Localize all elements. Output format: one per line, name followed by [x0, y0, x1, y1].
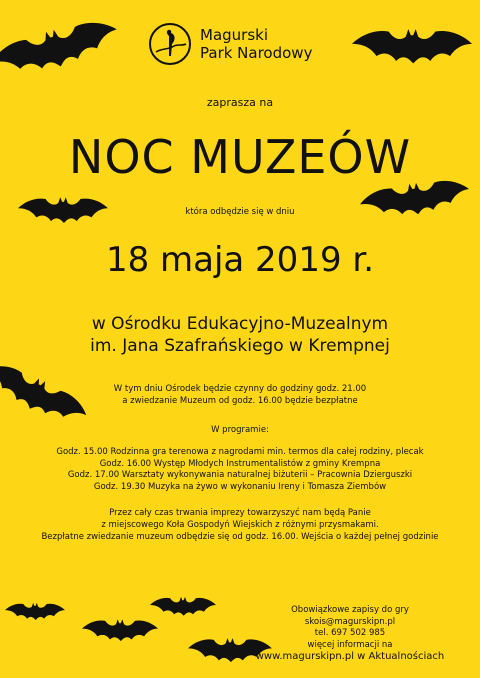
- program-item: Godz. 19.30 Muzyka na żywo w wykonaniu Ireny i Tomasza Ziembów: [93, 481, 387, 492]
- footer-email-link[interactable]: skois@magurskipn.pl: [304, 616, 396, 627]
- park-logo: [148, 20, 348, 76]
- bat-icon: [150, 590, 216, 624]
- event-place: [0, 313, 480, 357]
- park-logo-eagle-icon: [148, 22, 192, 66]
- intro-text: która odbędzie się w dniu: [185, 207, 295, 217]
- extras-line: Bezpłatne zwiedzanie muzeum odbędzie się od godz. 16.00. Wejścia o każdej pełnej godzinie: [41, 532, 439, 542]
- place-line: im. Jana Szafrańskiego w Krempnej: [90, 336, 390, 356]
- hours-line: a zwiedzanie Muzeum od godz. 16.00 będzie bezpłatne: [122, 396, 358, 406]
- event-date: 18 maja 2019 r.: [105, 240, 375, 280]
- hours-line: W tym dniu Ośrodek będzie czynny do godziny godz. 21.00: [113, 384, 367, 394]
- logo-line-2: Park Narodowy: [200, 44, 313, 62]
- program-heading: W programie:: [211, 425, 269, 435]
- bat-icon: [0, 20, 120, 80]
- program-list: [0, 447, 480, 493]
- footer-more-info: więcej informacji na: [307, 639, 393, 650]
- program-item: Godz. 16.00 Występ Młodych Instrumentalistów z gminy Krempna: [99, 458, 381, 469]
- invites-text: zaprasza na: [206, 96, 274, 109]
- program-item: Godz. 15.00 Rodzinna gra terenowa z nagrodami min. termos dla całej rodziny, plecak: [56, 447, 424, 457]
- program-item: Godz. 17.00 Warsztaty wykonywania naturalnej biżuterii – Pracownia Dzierguszki: [67, 470, 413, 480]
- bat-icon: [5, 596, 65, 628]
- extras-line: Przez cały czas trwania imprezy towarzyszyć nam będą Panie: [109, 508, 371, 518]
- footer-url-link[interactable]: www.magurskipn.pl w Aktualnościach: [255, 651, 445, 662]
- extras-line: z miejscowego Koła Gospodyń Wiejskich z różnymi przysmakami.: [101, 520, 379, 530]
- footer-phone: tel. 697 502 985: [314, 628, 386, 638]
- footer-signup: Obowiązkowe zapisy do gry: [291, 605, 409, 615]
- hours-info: [0, 383, 480, 407]
- place-line: w Ośrodku Edukacyjno-Muzealnym: [91, 314, 389, 334]
- bat-icon: [82, 612, 158, 650]
- logo-line-1: Magurski: [200, 26, 268, 44]
- page-title: NOC MUZEÓW: [68, 130, 412, 184]
- footer-contact: [230, 605, 470, 663]
- extras-info: [0, 507, 480, 543]
- bat-icon: [352, 20, 472, 75]
